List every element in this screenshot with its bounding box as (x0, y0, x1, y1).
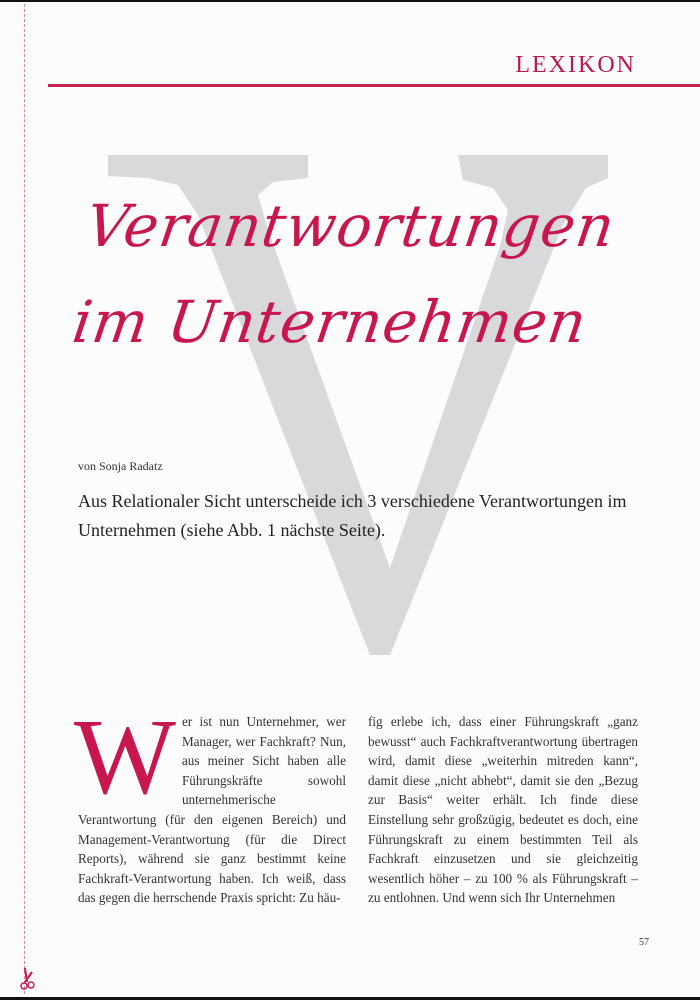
header-rule (48, 84, 700, 87)
section-label: LEXIKON (515, 52, 636, 78)
body-column-right (368, 712, 638, 908)
top-border (0, 0, 700, 2)
lead-paragraph: Aus Relationaler Sicht unterscheide ich 3 verschiedene Verantwortungen im Unternehmen (siehe Abb. 1 nächste Seite). (78, 491, 627, 540)
author-byline: von Sonja Radatz (78, 459, 163, 473)
drop-cap: W (74, 698, 176, 817)
cut-line (24, 4, 25, 994)
body-text-left: er ist nun Unternehmer, wer Manager, wer Fachkraft? Nun, aus meiner Sicht haben alle Führungskräfte sowohl unternehmerische Verantwortung (für den eigenen Bereich) und Management-Verantwortung (für die Direct Reports), während sie ganz bestimmt keine Fachkraft-Verantwortung haben. Ich weiß, dass das gegen die herrschende Praxis spricht: Zu häu- (78, 714, 346, 906)
scissors-icon (16, 966, 38, 992)
title-line-1: Verantwortungen (81, 192, 620, 260)
page-number: 57 (639, 937, 649, 948)
article-title (67, 178, 622, 370)
body-text-right: fig erlebe ich, dass einer Führungskraft „ganz bewusst“ auch Fachkraftverantwortung übertragen wird, damit diese „weiterhin mitreden kann“, damit diese „nicht abhebt“, damit sie den „Bezug zur Basis“ weiter erhält. Ich finde diese Einstellung sehr großzügig, bedeutet es doch, eine Führungskraft zu einem bestimmten Teil als Fachkraft einzusetzen und sie gleichzeitig wesentlich höher – zu 100 % als Führungskraft – zu entlohnen. Und wenn sich Ihr Unternehmen (368, 714, 638, 906)
body-column-left (74, 698, 346, 908)
title-line-2: im Unternehmen (68, 288, 592, 356)
